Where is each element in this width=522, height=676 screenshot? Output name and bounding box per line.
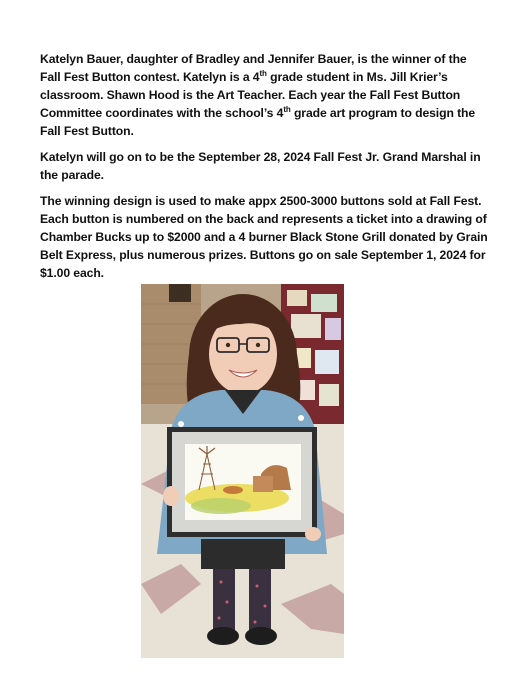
- p1-part-a: Katelyn Bauer, daughter of Bradley and Jennifer Bauer, is the winner of the Fall Fest Button contest. Katelyn is a 4: [40, 52, 467, 84]
- paragraph-winner: [40, 50, 490, 140]
- photo-illustration: [141, 284, 344, 658]
- ordinal-suffix: th: [283, 104, 291, 114]
- photo-winner-with-artwork: [141, 284, 344, 658]
- p1-part-b: grade student in Ms. Jill Krier’s classroom. Shawn Hood is the Art Teacher. Each year the Fall Fest Button Committee coordinates with the school’s 4: [40, 70, 461, 120]
- paragraph-grand-marshal: Katelyn will go on to be the September 28, 2024 Fall Fest Jr. Grand Marshal in the parade.: [40, 150, 481, 182]
- p1-part-c: grade art program to design the Fall Fest Button.: [40, 106, 476, 138]
- article-text: [40, 50, 490, 290]
- paragraph-buttons: The winning design is used to make appx 2500-3000 buttons sold at Fall Fest. Each button is numbered on the back and represents a ticket into a drawing of Chamber Bucks up to $2000 and a 4 burner Black Stone Grill donated by Grain Belt Express, plus numerous prizes. Buttons go on sale September 1, 2024 for $1.00 each.: [40, 194, 488, 280]
- ordinal-suffix: th: [259, 68, 267, 78]
